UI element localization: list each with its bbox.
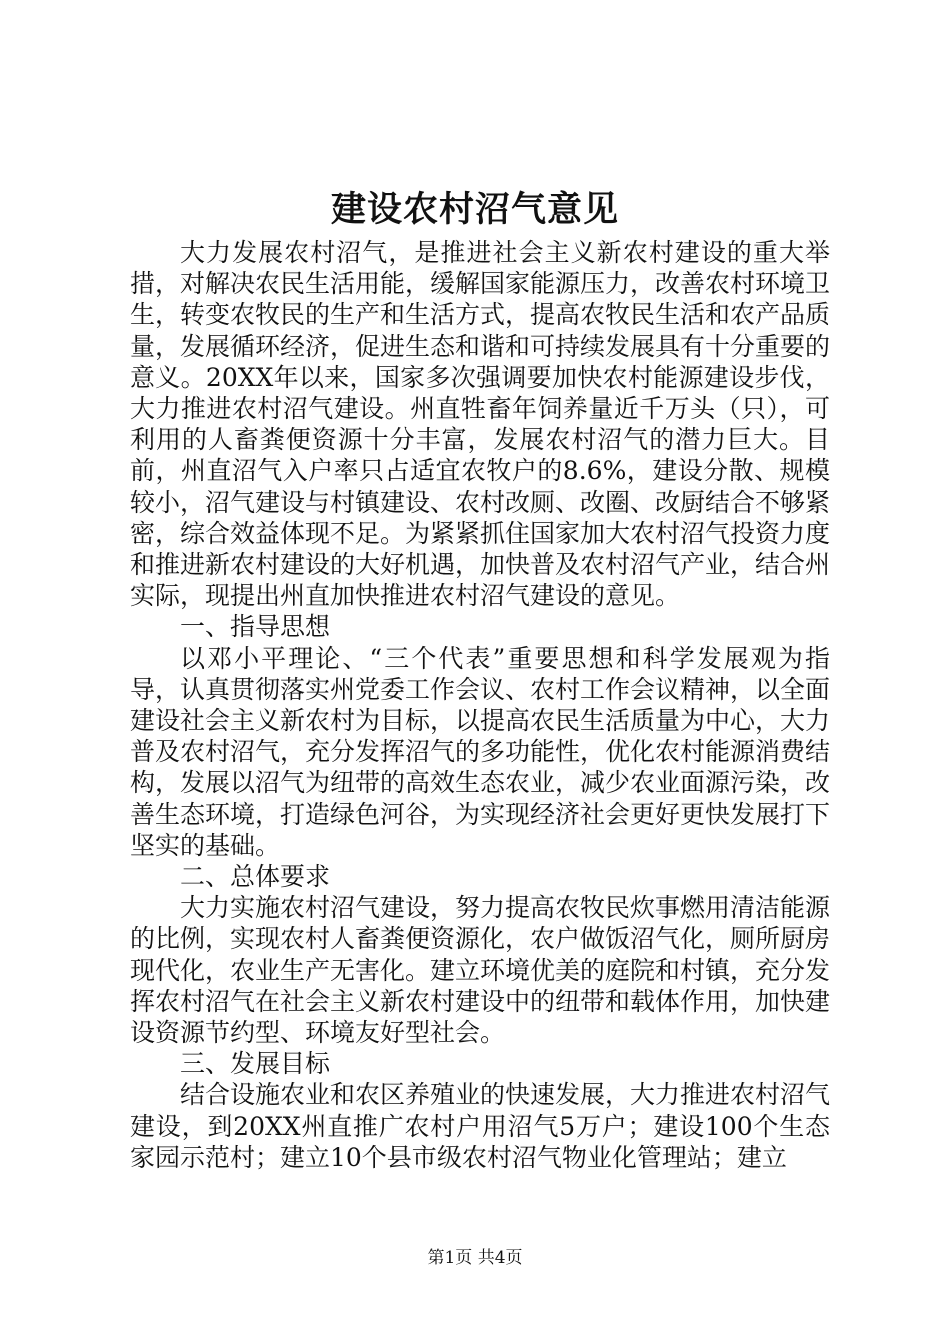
section-heading-development-goals: 三、发展目标 <box>180 1049 331 1079</box>
section-text-development-goals: 结合设施农业和农区养殖业的快速发展，大力推进农村沼气建设，到20XX州直推广农村户用沼气5万户；建设100个生态家园示范村；建立10个县市级农村沼气物业化管理站；建立 <box>130 1080 831 1172</box>
intro-paragraph: 大力发展农村沼气，是推进社会主义新农村建设的重大举措，对解决农民生活用能，缓解国家能源压力，改善农村环境卫生，转变农牧民的生产和生活方式，提高农牧民生活和农产品质量，发展循环经济，促进生态和谐和可持续发展具有十分重要的意义。20XX年以来，国家多次强调要加快农村能源建设步伐，大力推进农村沼气建设。州直牲畜年饲养量近千万头（只），可利用的人畜粪便资源十分丰富，发展农村沼气的潜力巨大。目前，州直沼气入户率只占适宜农牧户的8.6%，建设分散、规模较小，沼气建设与村镇建设、农村改厕、改圈、改厨结合不够紧密，综合效益体现不足。为紧紧抓住国家加大农村沼气投资力度和推进新农村建设的大好机遇，加快普及农村沼气产业，结合州实际，现提出州直加快推进农村沼气建设的意见。 <box>130 238 831 611</box>
section-text-overall-requirements: 大力实施农村沼气建设，努力提高农牧民炊事燃用清洁能源的比例，实现农村人畜粪便资源化，农户做饭沼气化，厕所厨房现代化，农业生产无害化。建立环境优美的庭院和村镇，充分发挥农村沼气在社会主义新农村建设中的纽带和载体作用，加快建设资源节约型、环境友好型社会。 <box>130 893 831 1048</box>
section-heading-overall-requirements: 二、总体要求 <box>180 862 331 892</box>
section-heading-guiding-thought: 一、指导思想 <box>180 612 331 642</box>
document-body <box>130 237 830 1173</box>
page-number-footer: 第1页 共4页 <box>427 1248 523 1268</box>
document-title: 建设农村沼气意见 <box>330 189 619 230</box>
section-text-guiding-thought: 以邓小平理论、“三个代表”重要思想和科学发展观为指导，认真贯彻落实州党委工作会议、农村工作会议精神，以全面建设社会主义新农村为目标，以提高农民生活质量为中心，大力普及农村沼气，充分发挥沼气的多功能性，优化农村能源消费结构，发展以沼气为纽带的高效生态农业，减少农业面源污染，改善生态环境，打造绿色河谷，为实现经济社会更好更快发展打下坚实的基础。 <box>130 643 831 860</box>
